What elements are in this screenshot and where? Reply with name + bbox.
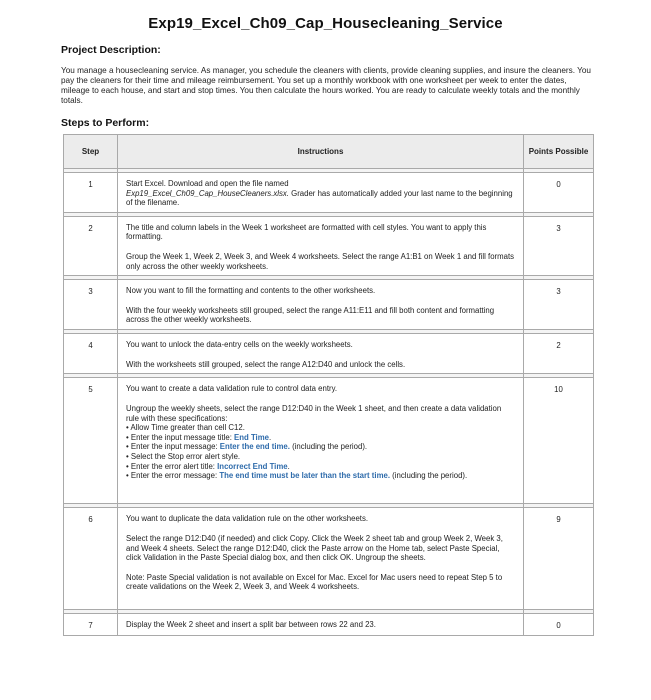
- bullet-text: • Enter the error alert title:: [126, 461, 218, 471]
- bullet-item: [126, 462, 515, 472]
- bullet-item: • Allow Time greater than cell C12.: [126, 423, 245, 433]
- step-number: 2: [64, 216, 118, 275]
- step-instructions: [118, 173, 524, 213]
- instruction-fragment: Grader has automatically added your last name to the beginning of the filename.: [126, 188, 513, 208]
- step-points: 0: [524, 614, 594, 636]
- bullet-text: • Enter the error message:: [126, 471, 220, 481]
- header-points: Points Possible: [524, 135, 594, 169]
- table-row: [64, 216, 594, 275]
- project-description-heading: Project Description:: [61, 44, 161, 56]
- step-number: 1: [64, 173, 118, 213]
- step-number: 4: [64, 334, 118, 374]
- step-number: 6: [64, 508, 118, 610]
- header-instructions: Instructions: [118, 135, 524, 169]
- bullet-item: [126, 471, 515, 481]
- steps-heading: Steps to Perform:: [61, 117, 150, 129]
- bullet-text: (including the period).: [390, 471, 468, 481]
- highlight-text: The end time must be later than the start time.: [219, 471, 391, 481]
- highlight-text: Enter the end time.: [219, 442, 290, 452]
- bullet-item: [126, 433, 515, 443]
- instruction-text: The title and column labels in the Week 1 worksheet are formatted with cell styles. You want to apply this formatting.: [126, 222, 487, 242]
- table-row: [64, 614, 594, 636]
- step-instructions: [118, 280, 524, 330]
- step-points: 10: [524, 378, 594, 504]
- bullet-text: .: [269, 432, 272, 442]
- instruction-text: [126, 179, 515, 208]
- document-title: Exp19_Excel_Ch09_Cap_Housecleaning_Service: [148, 15, 503, 32]
- table-header-row: [64, 135, 594, 169]
- instruction-text: You want to unlock the data-entry cells on the weekly worksheets.: [126, 340, 353, 350]
- bullet-item: [126, 442, 515, 452]
- step-points: 0: [524, 173, 594, 213]
- table-row: [64, 508, 594, 610]
- instruction-fragment: Start Excel. Download and open the file named: [126, 179, 289, 188]
- instruction-text: Display the Week 2 sheet and insert a split bar between rows 22 and 23.: [126, 620, 376, 630]
- instruction-text: Now you want to fill the formatting and contents to the other worksheets.: [126, 286, 376, 296]
- file-name: Exp19_Excel_Ch09_Cap_HouseCleaners.xlsx.: [126, 188, 289, 198]
- table-row: [64, 378, 594, 504]
- instruction-text: You want to create a data validation rule to control data entry.: [126, 384, 338, 394]
- step-instructions: [118, 216, 524, 275]
- instruction-text: You want to duplicate the data validation rule on the other worksheets.: [126, 514, 369, 524]
- bullet-text: • Enter the input message:: [126, 442, 220, 452]
- instruction-text: With the worksheets still grouped, select the range A12:D40 and unlock the cells.: [126, 359, 406, 369]
- step-number: 5: [64, 378, 118, 504]
- instruction-text: With the four weekly worksheets still grouped, select the range A11:E11 and fill both content and formatting across the other weekly worksheets.: [126, 305, 495, 325]
- table-row: [64, 334, 594, 374]
- step-instructions: [118, 508, 524, 610]
- step-number: 3: [64, 280, 118, 330]
- bullet-item: • Select the Stop error alert style.: [126, 451, 241, 461]
- step-number: 7: [64, 614, 118, 636]
- step-instructions: [118, 378, 524, 504]
- table-row: [64, 280, 594, 330]
- highlight-text: End Time: [234, 432, 269, 442]
- step-points: 2: [524, 334, 594, 374]
- step-points: 3: [524, 216, 594, 275]
- step-points: 3: [524, 280, 594, 330]
- step-instructions: [118, 334, 524, 374]
- step-points: 9: [524, 508, 594, 610]
- bullet-text: .: [287, 461, 290, 471]
- bullet-text: • Enter the input message title:: [126, 432, 235, 442]
- project-description-text: You manage a housecleaning service. As manager, you schedule the cleaners with clients, provide cleaning supplies, and insure the cleaners. You pay the cleaners for their time and mileage reimbursement. You set up a monthly workbook with one worksheet per week to enter the dates, mileage to each house, and start and stop times. You then calculate the hours worked. You are ready to calculate weekly totals and the monthly totals.: [61, 66, 591, 105]
- table-row: [64, 173, 594, 213]
- instruction-text: Ungroup the weekly sheets, select the range D12:D40 in the Week 1 sheet, and then create a data validation rule with these specifications:: [126, 403, 502, 423]
- bullet-text: (including the period).: [289, 442, 368, 452]
- steps-table: [63, 134, 594, 636]
- step-instructions: [118, 614, 524, 636]
- header-step: Step: [64, 135, 118, 169]
- highlight-text: Incorrect End Time: [217, 461, 288, 471]
- instruction-note: Note: Paste Special validation is not available on Excel for Mac. Excel for Mac users need to repeat Step 5 to create validations on the Week 2, Week 3, and Week 4 worksheets.: [126, 572, 503, 592]
- instruction-text: Select the range D12:D40 (if needed) and click Copy. Click the Week 2 sheet tab and group Week 2, Week 3, and Week 4 sheets. Select the range D12:D40, click the Paste arrow on the Home tab, select Paste Special, click Validation in the Paste Special dialog box, and then click OK. Ungroup the sheets.: [126, 533, 503, 563]
- instruction-text: Group the Week 1, Week 2, Week 3, and Week 4 worksheets. Select the range A1:B1 on Week 1 and fill formats only across the other weekly worksheets.: [126, 251, 515, 271]
